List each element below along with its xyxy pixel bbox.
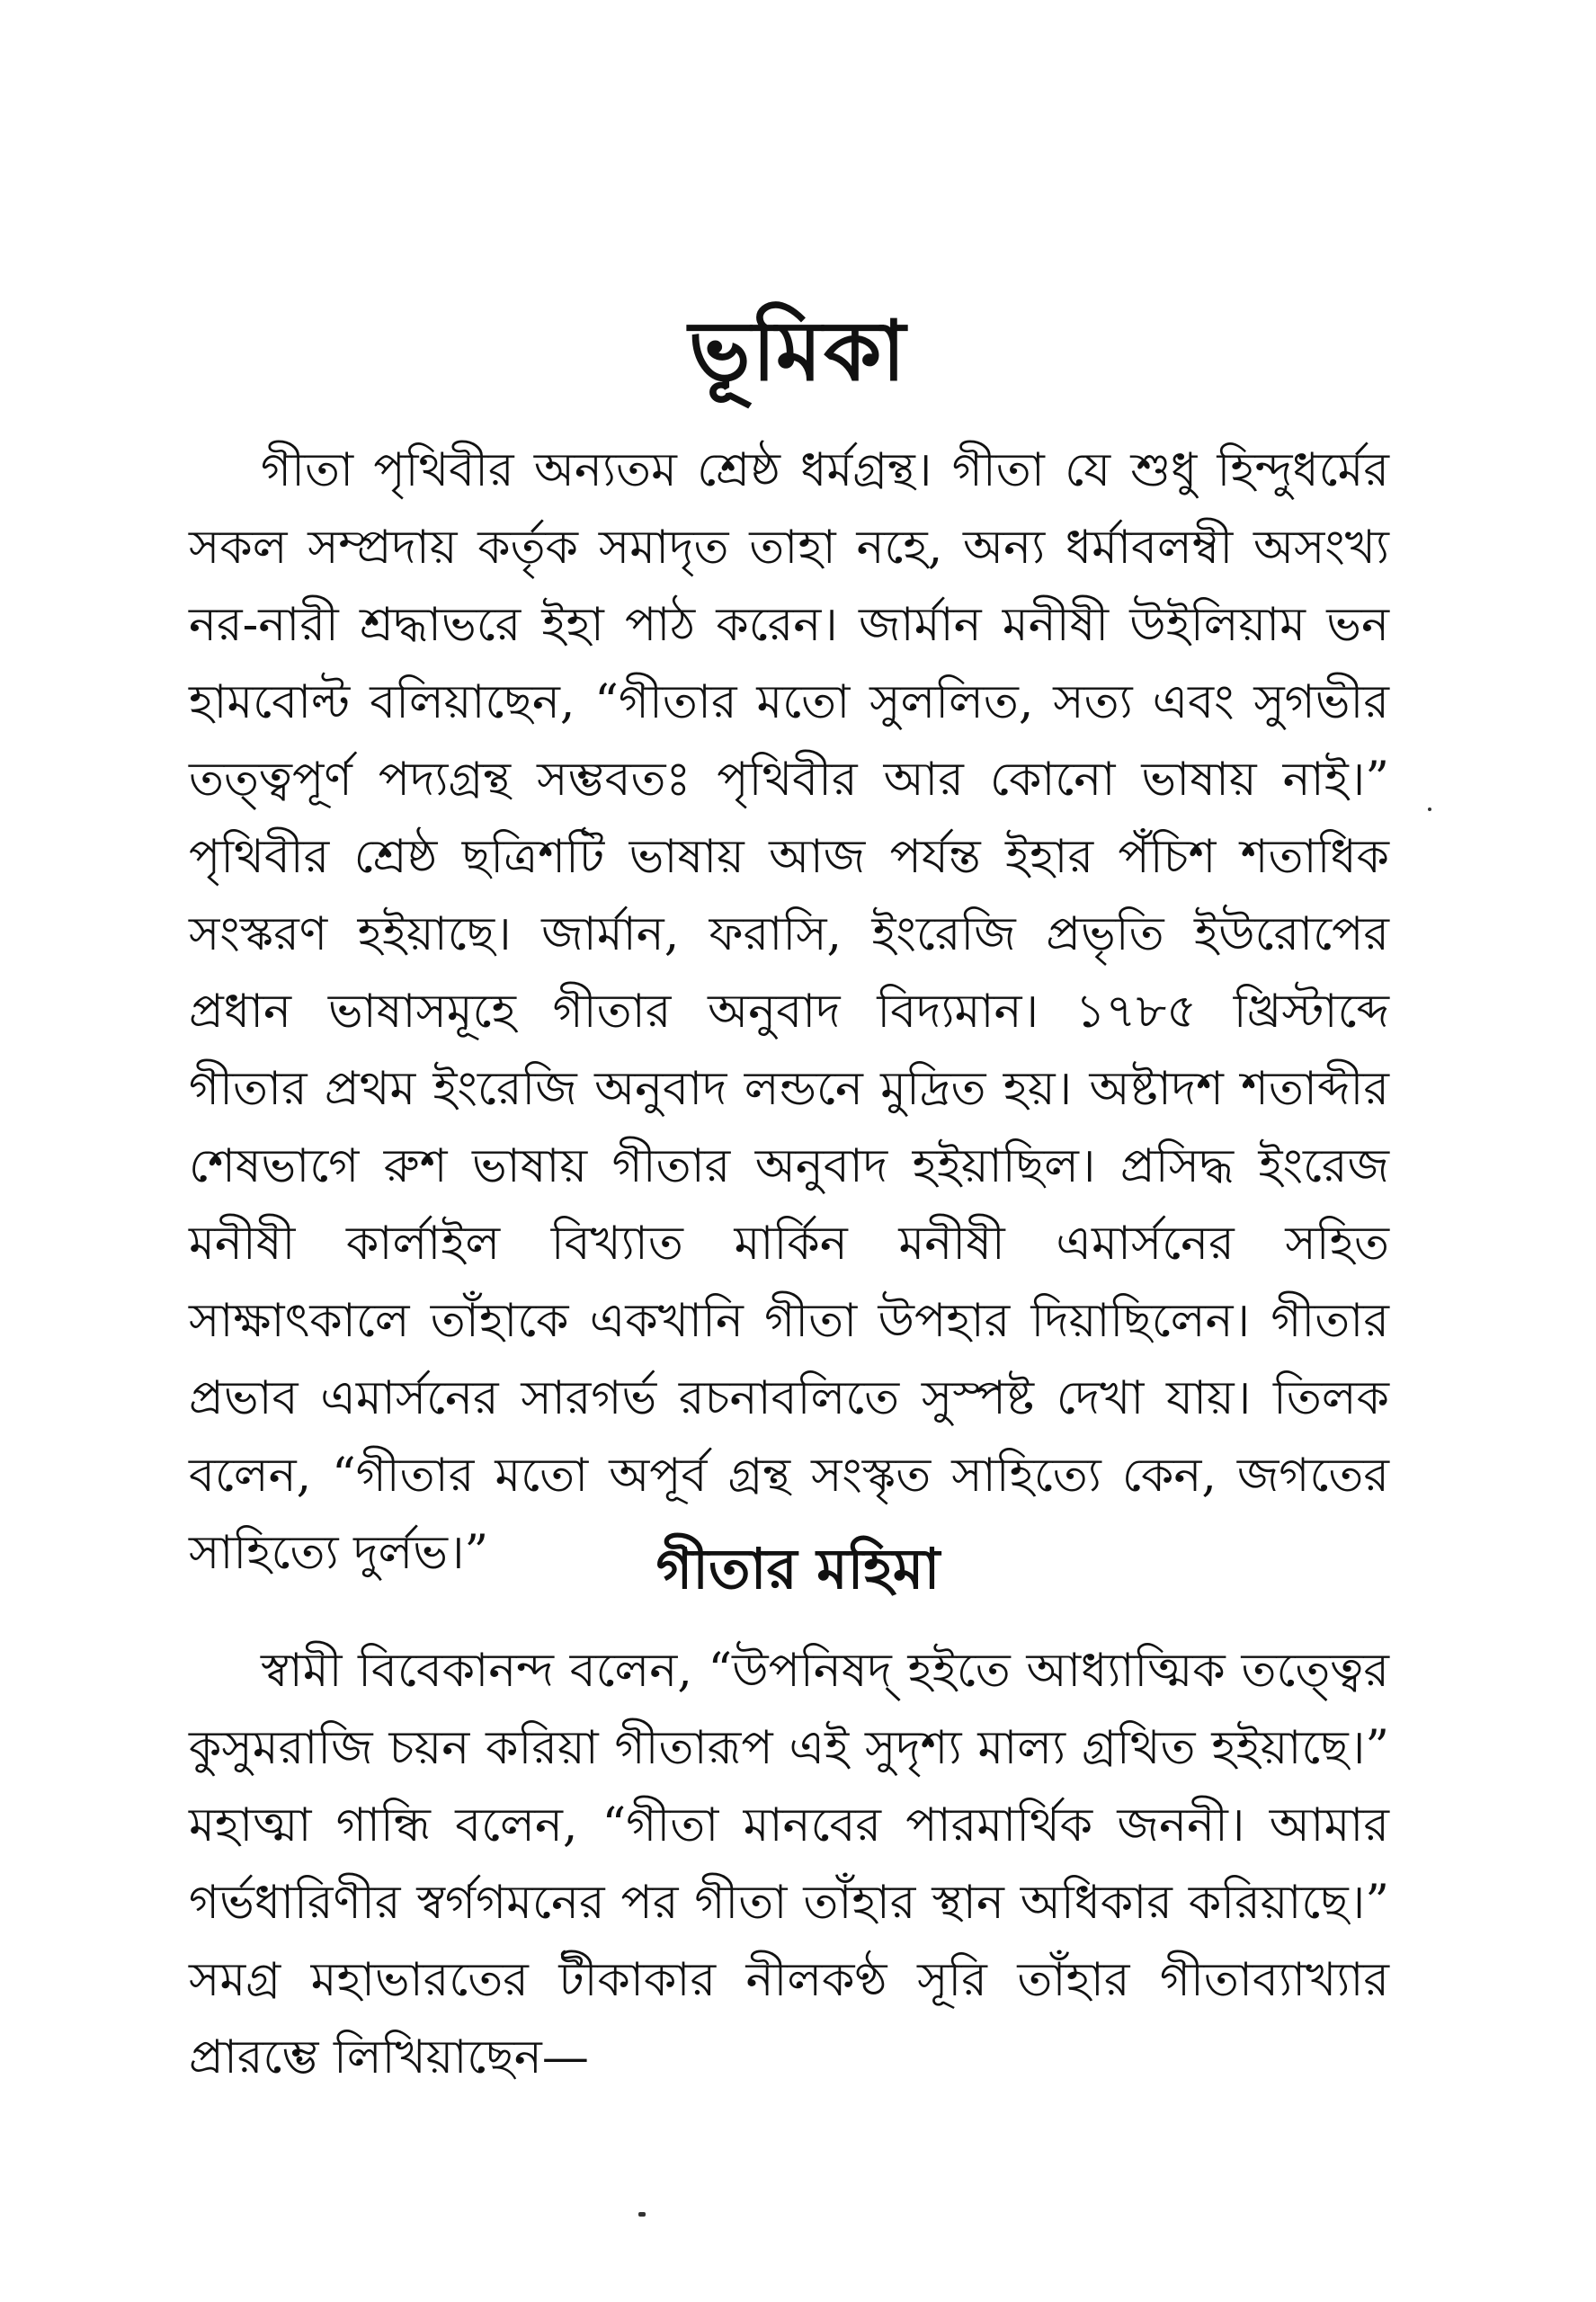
- paper-speck: [1428, 807, 1431, 811]
- page-title: ভূমিকা: [689, 302, 907, 399]
- intro-paragraph: গীতা পৃথিবীর অন্যতম শ্রেষ্ঠ ধর্মগ্রন্থ। গীতা যে শুধু হিন্দুধর্মের সকল সম্প্রদায় কর্তৃক সমাদৃত তাহা নহে, অন্য ধর্মাবলম্বী অসংখ্য নর-নারী শ্রদ্ধাভরে ইহা পাঠ করেন। জার্মান মনীষী উইলিয়াম ভন হামবোল্ট বলিয়াছেন, “গীতার মতো সুললিত, সত্য এবং সুগভীর তত্ত্বপূর্ণ পদ্যগ্রন্থ সম্ভবতঃ পৃথিবীর আর কোনো ভাষায় নাই।” পৃথিবীর শ্রেষ্ঠ ছত্রিশটি ভাষায় আজ পর্যন্ত ইহার পঁচিশ শতাধিক সংস্করণ হইয়াছে। জার্মান, ফরাসি, ইংরেজি প্রভৃতি ইউরোপের প্রধান ভাষাসমূহে গীতার অনুবাদ বিদ্যমান। ১৭৮৫ খ্রিস্টাব্দে গীতার প্রথম ইংরেজি অনুবাদ লন্ডনে মুদ্রিত হয়। অষ্টাদশ শতাব্দীর শেষভাগে রুশ ভাষায় গীতার অনুবাদ হইয়াছিল। প্রসিদ্ধ ইংরেজ মনীষী কার্লাইল বিখ্যাত মার্কিন মনীষী এমার্সনের সহিত সাক্ষাৎকালে তাঁহাকে একখানি গীতা উপহার দিয়াছিলেন। গীতার প্রভাব এমার্সনের সারগর্ভ রচনাবলিতে সুস্পষ্ট দেখা যায়। তিলক বলেন, “গীতার মতো অপূর্ব গ্রন্থ সংস্কৃত সাহিত্যে কেন, জগতের সাহিত্যে দুর্লভ।”: [189, 443, 1389, 1580]
- section-heading: গীতার মহিমা: [655, 1536, 941, 1602]
- paper-speck: [638, 2212, 646, 2217]
- section-paragraph: স্বামী বিবেকানন্দ বলেন, “উপনিষদ্‌ হইতে আধ্যাত্মিক তত্ত্বের কুসুমরাজি চয়ন করিয়া গীতারূপ এই সুদৃশ্য মাল্য গ্রথিত হইয়াছে।” মহাত্মা গান্ধি বলেন, “গীতা মানবের পারমার্থিক জননী। আমার গর্ভধারিণীর স্বর্গগমনের পর গীতা তাঁহার স্থান অধিকার করিয়াছে।” সমগ্র মহাভারতের টীকাকার নীলকণ্ঠ সূরি তাঁহার গীতাব্যাখ্যার প্রারম্ভে লিখিয়াছেন—: [189, 1644, 1389, 2084]
